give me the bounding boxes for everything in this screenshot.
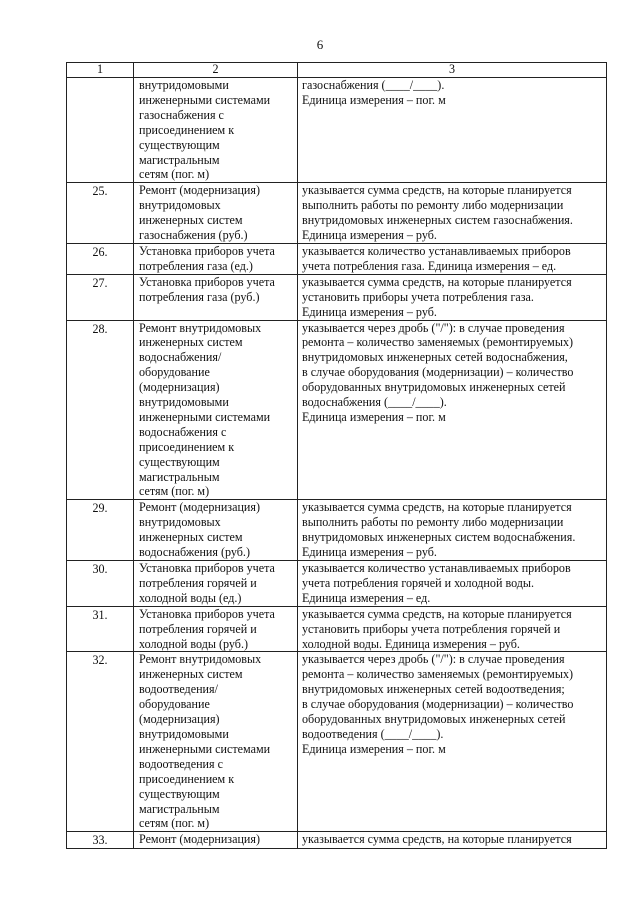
indicator-description: указывается сумма средств, на которые планируется выполнить работы по ремонту либо модернизации внутридомовых инженерных систем газоснабжения. Единица измерения – руб.	[298, 183, 607, 244]
indicator-description: указывается через дробь ("/"): в случае проведения ремонта – количество заменяемых (ремонтируемых) внутридомовых инженерных сетей водоотведения; в случае оборудования (модернизации) – количество оборудованных внутридомовых инженерных сетей водоотведения (____/____). Единица измерения – пог. м	[298, 652, 607, 832]
indicator-description: указывается сумма средств, на которые планируется установить приборы учета потребления газа. Единица измерения – руб.	[298, 274, 607, 320]
indicator-name: Установка приборов учета потребления газа (ед.)	[134, 243, 298, 274]
table-row	[67, 606, 607, 652]
table-row	[67, 243, 607, 274]
table-row	[67, 78, 607, 183]
column-header-number: 1	[67, 63, 134, 78]
table-row	[67, 320, 607, 500]
indicator-name: Установка приборов учета потребления горячей и холодной воды (руб.)	[134, 606, 298, 652]
row-number: 25.	[67, 183, 134, 244]
table-row	[67, 500, 607, 561]
row-number: 30.	[67, 561, 134, 607]
indicator-name: Ремонт внутридомовых инженерных систем водоотведения/ оборудование (модернизация) внутридомовыми инженерными системами водоотведения с присоединением к существующим магистральным сетям (пог. м)	[134, 652, 298, 832]
column-header-description: 3	[298, 63, 607, 78]
row-number	[67, 78, 134, 183]
indicators-table	[66, 62, 607, 849]
indicator-description: указывается количество устанавливаемых приборов учета потребления горячей и холодной воды. Единица измерения – ед.	[298, 561, 607, 607]
indicator-description: указывается сумма средств, на которые планируется	[298, 832, 607, 849]
indicator-name: Ремонт (модернизация) внутридомовых инженерных систем газоснабжения (руб.)	[134, 183, 298, 244]
row-number: 26.	[67, 243, 134, 274]
indicator-name: Установка приборов учета потребления газа (руб.)	[134, 274, 298, 320]
table-row	[67, 652, 607, 832]
indicator-name: Ремонт внутридомовых инженерных систем водоснабжения/ оборудование (модернизация) внутридомовыми инженерными системами водоснабжения с присоединением к существующим магистральным сетям (пог. м)	[134, 320, 298, 500]
indicator-name: внутридомовыми инженерными системами газоснабжения с присоединением к существующим магистральным сетям (пог. м)	[134, 78, 298, 183]
table-row	[67, 832, 607, 849]
indicator-description: указывается количество устанавливаемых приборов учета потребления газа. Единица измерения – ед.	[298, 243, 607, 274]
row-number: 32.	[67, 652, 134, 832]
indicator-description: указывается сумма средств, на которые планируется выполнить работы по ремонту либо модернизации внутридомовых инженерных систем водоснабжения. Единица измерения – руб.	[298, 500, 607, 561]
indicator-name: Ремонт (модернизация)	[134, 832, 298, 849]
table-row	[67, 274, 607, 320]
table-header-row	[67, 63, 607, 78]
row-number: 33.	[67, 832, 134, 849]
page-number: 6	[316, 37, 324, 52]
table-row	[67, 183, 607, 244]
table-row	[67, 561, 607, 607]
row-number: 29.	[67, 500, 134, 561]
column-header-indicator: 2	[134, 63, 298, 78]
indicator-description: указывается сумма средств, на которые планируется установить приборы учета потребления горячей и холодной воды. Единица измерения – руб.	[298, 606, 607, 652]
indicator-description: газоснабжения (____/____). Единица измерения – пог. м	[298, 78, 607, 183]
indicator-name: Установка приборов учета потребления горячей и холодной воды (ед.)	[134, 561, 298, 607]
row-number: 31.	[67, 606, 134, 652]
indicator-description: указывается через дробь ("/"): в случае проведения ремонта – количество заменяемых (ремонтируемых) внутридомовых инженерных сетей водоснабжения, в случае оборудования (модернизации) – количество оборудованных внутридомовых инженерных сетей водоснабжения (____/____). Единица измерения – пог. м	[298, 320, 607, 500]
row-number: 28.	[67, 320, 134, 500]
row-number: 27.	[67, 274, 134, 320]
indicator-name: Ремонт (модернизация) внутридомовых инженерных систем водоснабжения (руб.)	[134, 500, 298, 561]
